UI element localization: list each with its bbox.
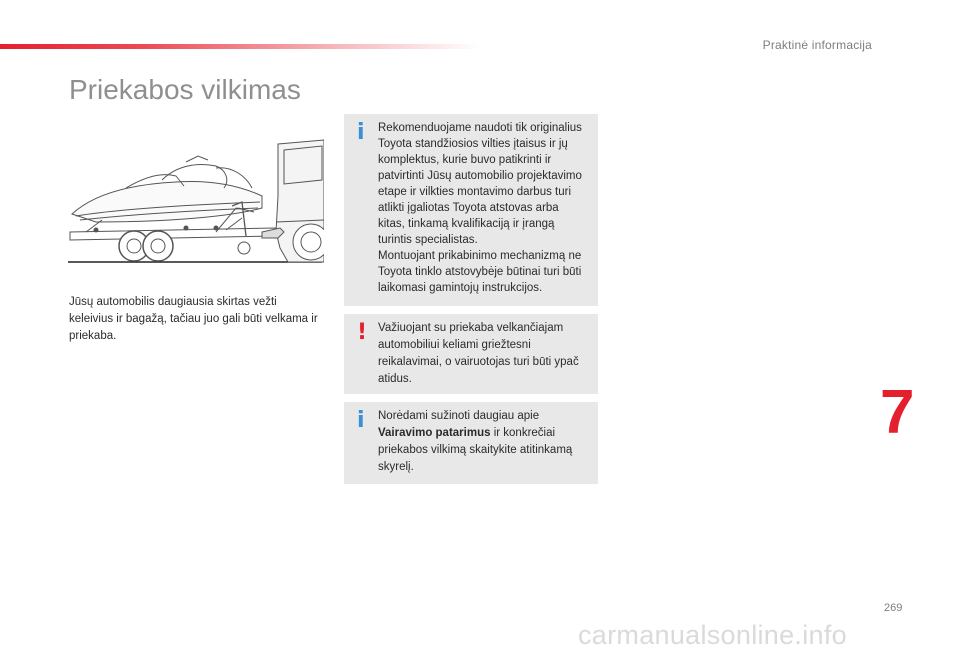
info-note-paragraph: Rekomenduojame naudoti tik originalius Toyota standžiosios vilties įtaisus ir jų komplektus, kurie buvo patikrinti ir patvirtinti Jūsų automobilio projektavimo etape ir vilkties montavimo darbus turi atlikti įgaliotas Toyota atstovas arba kitas, tinkamą kvalifikaciją ir įrangą turintis specialistas. [378,122,582,246]
page-number: 269 [884,602,903,614]
chapter-number: 7 [880,378,915,447]
info-note-text-after: ir konkrečiai priekabos vilkimą skaitykite atitinkamą skyrelį. [378,427,573,473]
info-note-box [344,114,598,306]
info-icon: i [357,120,365,145]
info-note-paragraph-2: Montuojant prikabinimo mechanizmą ne Toyota tinklo atstovybėje būtinai turi būti laikomasi gamintojų instrukcijos. [378,250,582,294]
info-note-text-before: Norėdami sužinoti daugiau apie [378,410,540,422]
driving-tips-link-text: Vairavimo patarimus [378,427,491,439]
info-icon: i [357,408,365,433]
header-accent-bar [0,44,480,49]
warning-icon: ! [357,320,368,345]
warning-note-box [344,314,598,394]
trailer-illustration [66,136,324,266]
info-note-text [378,120,588,296]
section-title: Praktinė informacija [762,38,872,52]
info-note-text-2 [378,408,588,476]
watermark: carmanualsonline.info [578,620,847,650]
warning-note-text: Važiuojant su priekaba velkančiajam automobiliui keliami griežtesni reikalavimai, o vairuotojas turi būti ypač atidus. [378,322,579,385]
intro-paragraph: Jūsų automobilis daugiausia skirtas vežti keleivius ir bagažą, tačiau juo gali būti velkama ir priekaba. [69,296,318,342]
page-title: Priekabos vilkimas [69,74,301,105]
info-note-box-2 [344,402,598,484]
